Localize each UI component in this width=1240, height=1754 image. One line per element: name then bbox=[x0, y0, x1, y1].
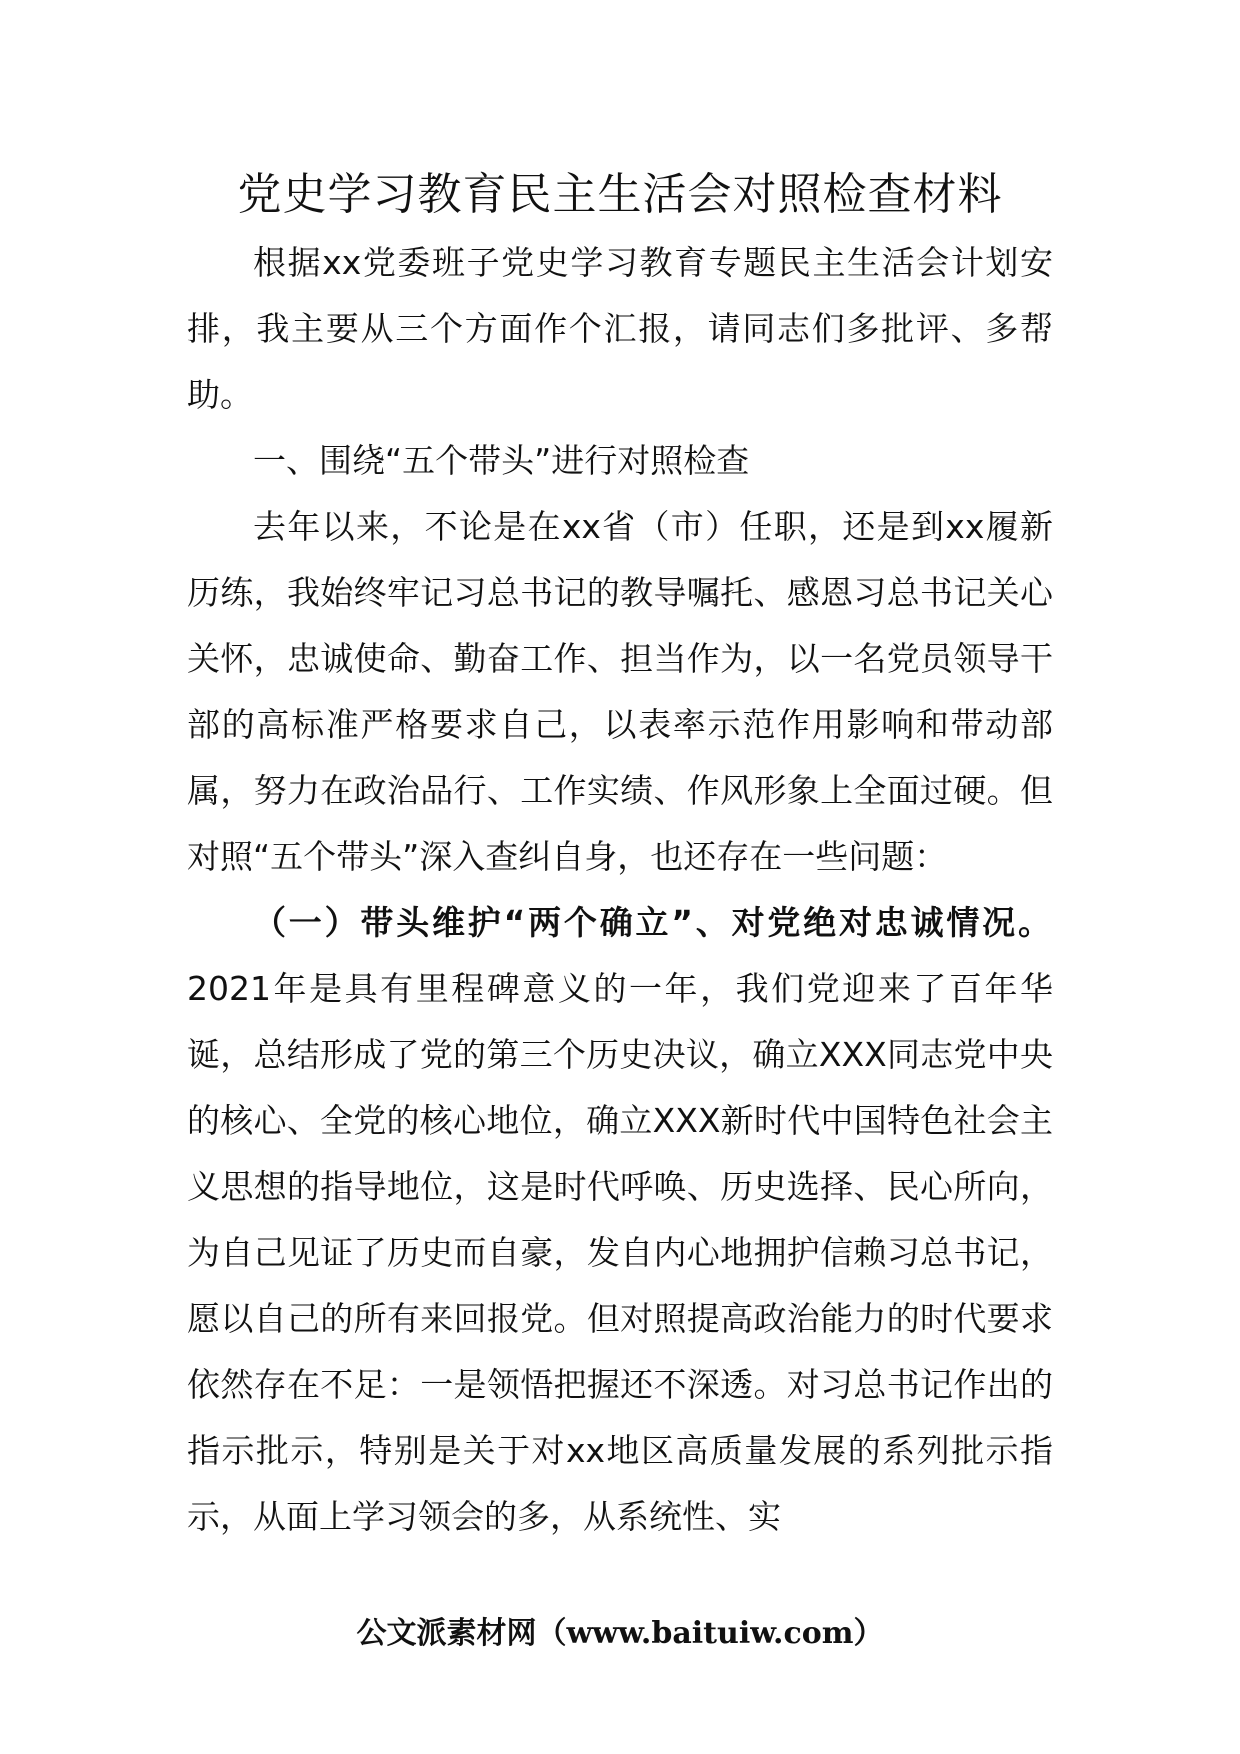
page-footer: 公文派素材网（www.baituiw.com） bbox=[356, 1616, 884, 1651]
item-1-paragraph bbox=[187, 890, 1053, 1550]
document-title: 党史学习教育民主生活会对照检查材料 bbox=[237, 169, 1003, 220]
item-1-text: 2021年是具有里程碑意义的一年，我们党迎来了百年华诞，总结形成了党的第三个历史决议，确立XXX同志党中央的核心、全党的核心地位，确立XXX新时代中国特色社会主义思想的指导地位，这是时代呼唤、历史选择、民心所向，为自己见证了历史而自豪，发自内心地拥护信赖习总书记，愿以自己的所有来回报党。但对照提高政治能力的时代要求依然存在不足：一是领悟把握还不深透。对习总书记作出的指示批示，特别是关于对xx地区高质量发展的系列批示指示，从面上学习领会的多，从系统性、实 bbox=[187, 969, 1053, 1536]
section-heading-1: 一、围绕“五个带头”进行对照检查 bbox=[253, 441, 750, 480]
section-1-paragraph: 去年以来，不论是在xx省（市）任职，还是到xx履新历练，我始终牢记习总书记的教导嘱托、感恩习总书记关心关怀，忠诚使命、勤奋工作、担当作为，以一名党员领导干部的高标准严格要求自己，以表率示范作用影响和带动部属，努力在政治品行、工作实绩、作风形象上全面过硬。但对照“五个带头”深入查纠自身，也还存在一些问题： bbox=[187, 507, 1053, 876]
intro-paragraph: 根据xx党委班子党史学习教育专题民主生活会计划安排，我主要从三个方面作个汇报，请同志们多批评、多帮助。 bbox=[187, 243, 1053, 414]
document-body bbox=[187, 160, 1053, 1550]
item-1-heading: （一）带头维护“两个确立”、对党绝对忠诚情况。 bbox=[253, 903, 1053, 942]
